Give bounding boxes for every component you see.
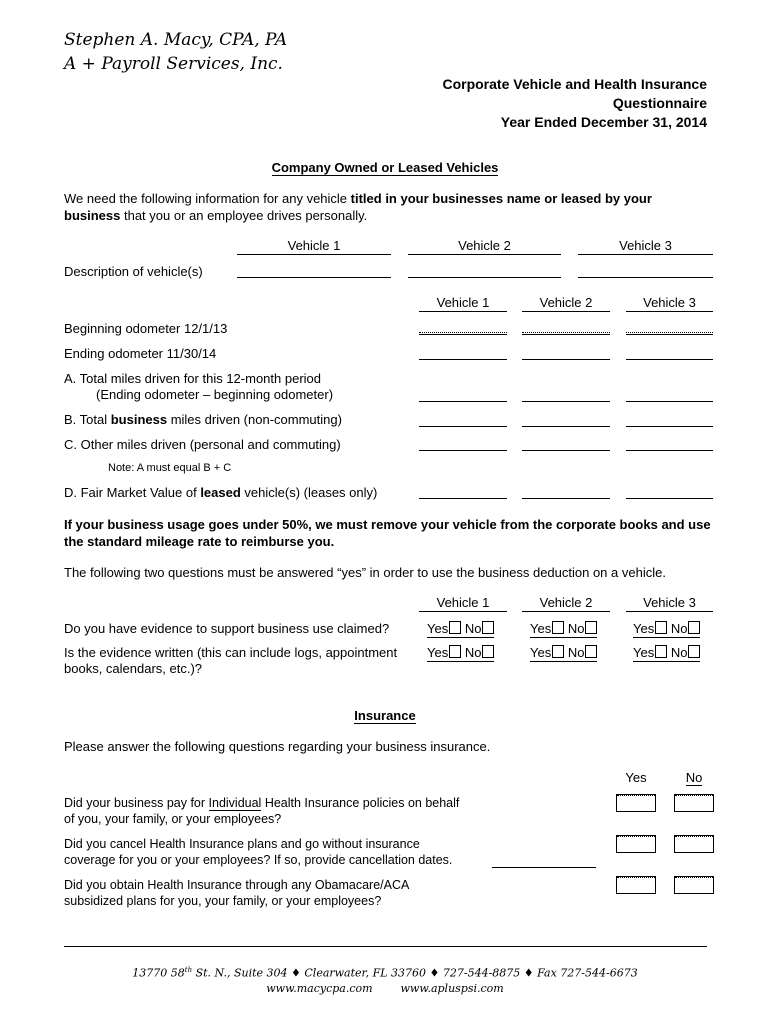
cancel-insurance-question-line1: Did you cancel Health Insurance plans and go without insurance [64,837,420,851]
written-v3-yes-checkbox[interactable] [655,645,667,658]
total-miles-v2-field[interactable] [522,401,610,402]
description-label: Description of vehicle(s) [64,264,203,279]
begin-odometer-v3-field[interactable] [626,334,713,335]
evidence-v2-no-checkbox[interactable] [585,621,597,634]
letterhead-company: A + Payroll Services, Inc. [64,54,283,74]
insurance-section-heading: Insurance [354,708,416,723]
evidence-v3-yes-checkbox[interactable] [655,621,667,634]
written-v3-answer: Yes No [633,645,700,660]
total-miles-sublabel: (Ending odometer – beginning odometer) [96,387,334,402]
description-vehicle-1-field[interactable] [237,277,391,278]
total-miles-label: A. Total miles driven for this 12-month period [64,371,321,386]
vehicle-2-col-header: Vehicle 2 [539,295,593,310]
fair-market-value-label: D. Fair Market Value of leased vehicle(s) (leases only) [64,485,378,500]
insurance-no-header: No [685,770,703,785]
ending-odometer-label: Ending odometer 11/30/14 [64,346,217,361]
vehicle-3-header: Vehicle 3 [619,238,672,253]
description-vehicle-2-field[interactable] [408,277,561,278]
vehicle-1-header: Vehicle 1 [287,238,341,253]
vehicle-2-col-rule [522,311,610,312]
other-miles-v3-field[interactable] [626,450,713,451]
evidence-question: Do you have evidence to support business use claimed? [64,621,390,636]
vehicle-1-col-header: Vehicle 1 [436,295,490,310]
fmv-v2-field[interactable] [522,498,610,499]
vehicle-3-header-rule [578,254,713,255]
individual-insurance-question-line1: Did your business pay for Individual Health Insurance policies on behalf [64,796,460,810]
yn-vehicle-3-header: Vehicle 3 [643,595,696,610]
vehicles-intro: We need the following information for any vehicle titled in your businesses name or leased by your business that you or an employee drives personally. [64,191,652,223]
beginning-odometer-label: Beginning odometer 12/1/13 [64,321,228,336]
evidence-v2-answer: Yes No [530,621,597,636]
written-v3-no-checkbox[interactable] [688,645,700,658]
other-miles-label: C. Other miles driven (personal and commuting) [64,437,341,452]
business-miles-v3-field[interactable] [626,426,713,427]
note-text: Note: A must equal B + C [108,462,232,474]
usage-warning: If your business usage goes under 50%, we must remove your vehicle from the corporate books and use the standard mileage rate to reimburse you. [64,517,711,549]
end-odometer-v3-field[interactable] [626,359,713,360]
fmv-v3-field[interactable] [626,498,713,499]
cancellation-dates-field[interactable] [492,867,596,868]
insurance-intro: Please answer the following questions regarding your business insurance. [64,739,491,754]
yn-vehicle-3-rule [626,611,713,612]
written-v1-answer: Yes No [427,645,494,660]
cancel-insurance-yes-box[interactable] [616,835,656,853]
dot-rule-3 [626,332,713,333]
individual-insurance-yes-box[interactable] [616,794,656,812]
cancel-insurance-no-box[interactable] [674,835,714,853]
cancel-insurance-question-line2: coverage for you or your employees? If so, provide cancellation dates. [64,853,453,867]
footer-address: 13770 58th St. N., Suite 304 ♦ Clearwater, FL 33760 ♦ 727-544-8875 ♦ Fax 727-544-6673 [132,966,638,980]
written-evidence-question-line1: Is the evidence written (this can include logs, appointment [64,645,398,660]
evidence-v3-no-checkbox[interactable] [688,621,700,634]
vehicle-3-col-rule [626,311,713,312]
business-miles-v1-field[interactable] [419,426,507,427]
individual-insurance-no-box[interactable] [674,794,714,812]
document-title-line3: Year Ended December 31, 2014 [500,114,707,130]
yn-vehicle-1-rule [419,611,507,612]
description-vehicle-3-field[interactable] [578,277,713,278]
footer-divider [64,946,707,947]
written-v2-yes-checkbox[interactable] [552,645,564,658]
business-miles-label: B. Total business miles driven (non-commuting) [64,412,342,427]
begin-odometer-v1-field[interactable] [419,334,507,335]
insurance-yes-header: Yes [625,770,647,785]
written-v1-no-checkbox[interactable] [482,645,494,658]
evidence-v1-yes-checkbox[interactable] [449,621,461,634]
vehicle-2-header: Vehicle 2 [458,238,511,253]
vehicle-3-col-header: Vehicle 3 [643,295,696,310]
letterhead-name: Stephen A. Macy, CPA, PA [64,30,288,50]
yn-vehicle-2-header: Vehicle 2 [539,595,593,610]
evidence-v2-yes-checkbox[interactable] [552,621,564,634]
written-evidence-question-line2: books, calendars, etc.)? [64,661,203,676]
end-odometer-v1-field[interactable] [419,359,507,360]
document-title-line1: Corporate Vehicle and Health Insurance [442,76,707,92]
begin-odometer-v2-field[interactable] [522,334,610,335]
other-miles-v1-field[interactable] [419,450,507,451]
total-miles-v1-field[interactable] [419,401,507,402]
evidence-v1-no-checkbox[interactable] [482,621,494,634]
aca-insurance-question-line2: subsidized plans for you, your family, or your employees? [64,894,382,908]
vehicle-1-col-rule [419,311,507,312]
yn-vehicle-2-rule [522,611,610,612]
business-miles-v2-field[interactable] [522,426,610,427]
other-miles-v2-field[interactable] [522,450,610,451]
written-v1-yes-checkbox[interactable] [449,645,461,658]
evidence-v1-answer: Yes No [427,621,494,636]
fmv-v1-field[interactable] [419,498,507,499]
aca-insurance-no-box[interactable] [674,876,714,894]
end-odometer-v2-field[interactable] [522,359,610,360]
vehicle-2-header-rule [408,254,561,255]
yes-requirement-text: The following two questions must be answered “yes” in order to use the business deduction on a vehicle. [64,565,666,580]
written-v2-answer: Yes No [530,645,597,660]
dot-rule-2 [522,332,610,333]
evidence-v3-answer: Yes No [633,621,700,636]
aca-insurance-question-line1: Did you obtain Health Insurance through any Obamacare/ACA [64,878,410,892]
dot-rule [419,332,507,333]
aca-insurance-yes-box[interactable] [616,876,656,894]
total-miles-v3-field[interactable] [626,401,713,402]
document-title-line2: Questionnaire [612,95,707,111]
yn-vehicle-1-header: Vehicle 1 [436,595,490,610]
vehicle-1-header-rule [237,254,391,255]
footer-websites: www.macycpa.com www.apluspsi.com [266,982,504,995]
vehicles-section-heading: Company Owned or Leased Vehicles [271,160,499,175]
individual-insurance-question-line2: of you, your family, or your employees? [64,812,282,826]
written-v2-no-checkbox[interactable] [585,645,597,658]
